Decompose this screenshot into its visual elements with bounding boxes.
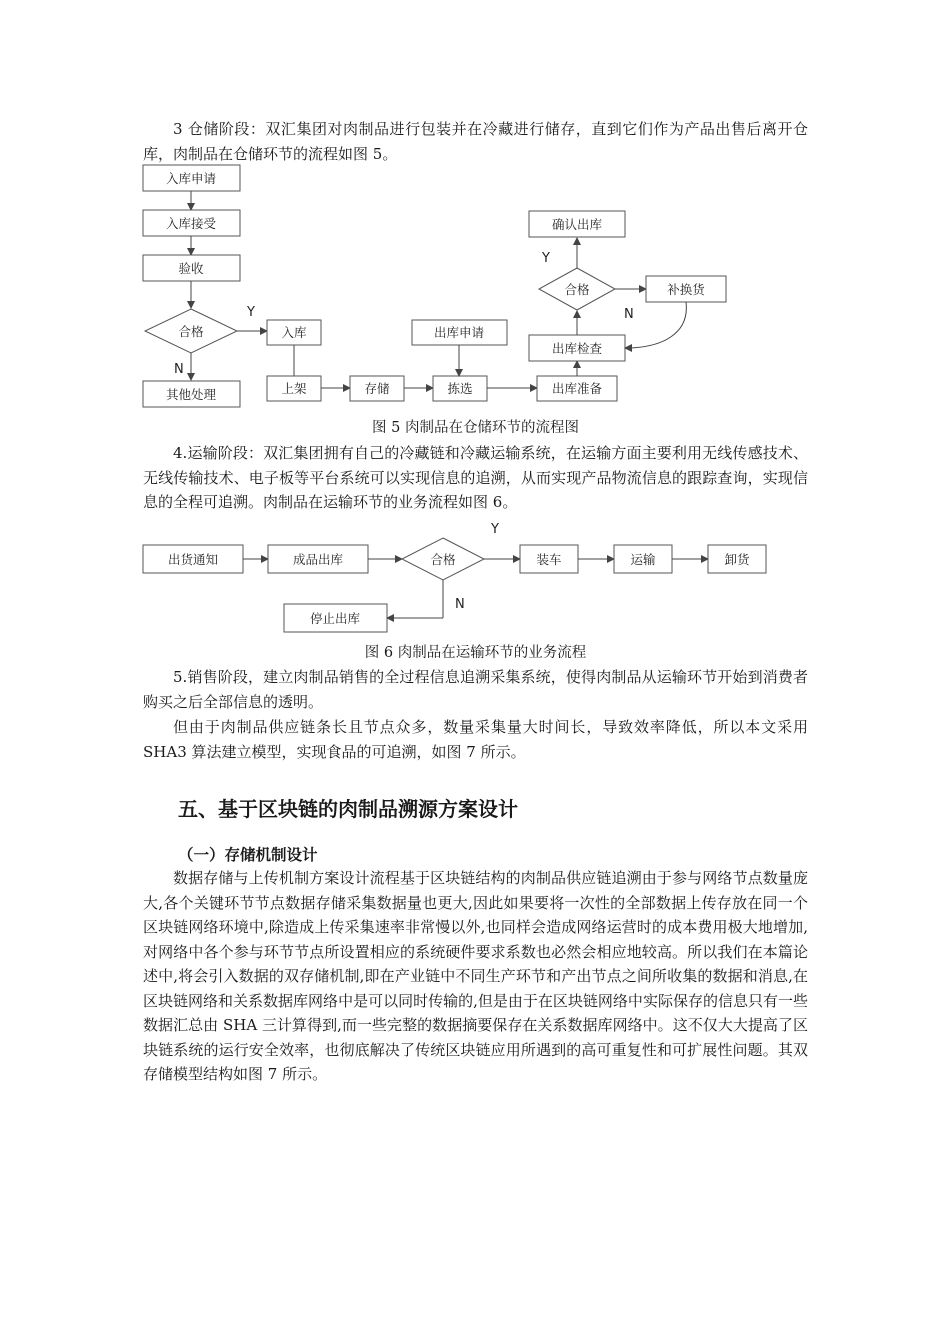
node-transport-label: 运输 [630,552,656,567]
decision-pass-3-label: 合格 [430,552,456,567]
paragraph-storage-stage: 3 仓储阶段：双汇集团对肉制品进行包装并在冷藏进行储存，直到它们作为产品出售后离开仓库，肉制品在仓储环节的流程如图 5。 [143,120,808,163]
figure-6-transport-flowchart [130,520,790,635]
figure-6-caption: 图 6 肉制品在运输环节的业务流程 [364,645,587,661]
node-loading-label: 装车 [536,552,562,567]
node-confirm-outbound-label: 确认出库 [551,217,603,232]
node-replace-goods-label: 补换货 [667,282,705,297]
node-inspection-label: 验收 [178,261,204,276]
node-other-handling-label: 其他处理 [165,387,217,402]
node-outbound-prep-label: 出库准备 [551,381,603,396]
label-no-3: N [455,597,465,612]
node-unloading-label: 卸货 [724,552,750,567]
label-no: N [174,362,184,377]
node-entry-accept-label: 入库接受 [165,216,217,231]
paragraph-storage-mechanism: 数据存储与上传机制方案设计流程基于区块链结构的肉制品供应链追溯由于参与网络节点数量庞大,各个关键环节节点数据存储采集数据量也更大,因此如果要将一次性的全部数据上传存放在同一个区块链网络环境中,除造成上传采集速率非常慢以外,也同样会造成网络运营时的成本费用极大地增加,对网络中各个参与环节节点所设置相应的系统硬件要求系数也必然会相应地较高。所以我们在本篇论述中,将会引入数据的双存储机制,即在产业链中不同生产环节和产出节点之间所收集的数据和消息,在区块链网络和关系数据库网络中是可以同时传输的,但是由于在区块链网络中实际保存的信息只有一些数据汇总由 SHA 三计算得到,而一些完整的数据摘要保存在关系数据库网络中。这不仅大大提高了区块链系统的运行安全效率，也彻底解决了传统区块链应用所遇到的高可重复性和可扩展性问题。其双存储模型结构如图 7 所示。 [143,869,808,1083]
figure-5-storage-flowchart [130,160,770,415]
subsection-heading: （一）存储机制设计 [178,846,318,864]
node-inbound-label: 入库 [281,325,307,340]
node-shelving-label: 上架 [281,381,307,396]
node-entry-request-label: 入库申请 [165,171,217,186]
paragraph-sales-stage: 5.销售阶段，建立肉制品销售的全过程信息追溯采集系统，使得肉制品从运输环节开始到消费者购买之后全部信息的透明。 [143,668,808,711]
label-yes-2: Y [542,251,550,266]
node-picking-label: 拣选 [447,381,473,396]
figure-5-caption: 图 5 肉制品在仓储环节的流程图 [372,420,579,436]
node-stop-outbound-label: 停止出库 [309,611,361,626]
node-storing-label: 存储 [364,381,390,396]
decision-pass-label: 合格 [178,324,204,339]
node-outbound-check-label: 出库检查 [551,341,603,356]
section-heading: 五、基于区块链的肉制品溯源方案设计 [178,797,518,821]
node-outbound-request-label: 出库申请 [433,325,485,340]
decision-pass-2-label: 合格 [564,282,590,297]
node-shipping-notice-label: 出货通知 [167,552,219,567]
paragraph-reason: 但由于肉制品供应链条长且节点众多，数量采集量大时间长，导致效率降低，所以本文采用 SHA3 算法建立模型，实现食品的可追溯，如图 7 所示。 [143,718,808,761]
node-finished-outbound-label: 成品出库 [292,552,344,567]
paragraph-transport-stage: 4.运输阶段：双汇集团拥有自己的冷藏链和冷藏运输系统，在运输方面主要利用无线传感技术、无线传输技术、电子板等平台系统可以实现信息的追溯，从而实现产品物流信息的跟踪查询，实现信息的全程可追溯。肉制品在运输环节的业务流程如图 6。 [143,444,808,511]
label-no-2: N [624,307,634,322]
label-yes: Y [247,305,255,320]
label-yes-3: Y [491,522,499,537]
